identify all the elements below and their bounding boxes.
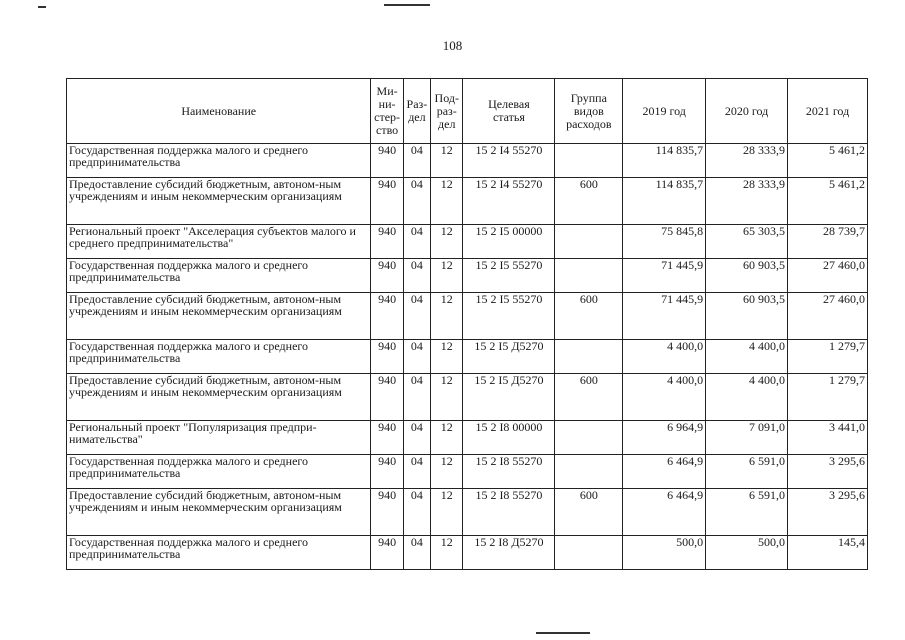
row-expense-group [555,259,623,293]
row-2021: 5 461,2 [788,144,868,178]
row-ministry: 940 [371,225,403,259]
row-2021: 1 279,7 [788,340,868,374]
row-name: Государственная поддержка малого и среднего предпринимательства [67,340,371,374]
row-2021: 5 461,2 [788,178,868,225]
row-2019: 6 464,9 [623,489,706,536]
scan-artifact [384,4,430,6]
table-row [67,374,868,421]
row-2020: 7 091,0 [706,421,788,455]
row-target: 15 2 I5 55270 [463,293,555,340]
row-2020: 4 400,0 [706,374,788,421]
row-section: 04 [403,340,430,374]
row-2019: 114 835,7 [623,178,706,225]
row-section: 04 [403,455,430,489]
scan-artifact [38,6,46,8]
page-number: 108 [442,38,463,53]
table-row [67,225,868,259]
row-name: Предоставление субсидий бюджетным, автоном-ным учреждениям и иным некоммерческим организациям [67,374,371,421]
row-subsection: 12 [431,225,463,259]
row-2021: 27 460,0 [788,293,868,340]
row-2020: 28 333,9 [706,178,788,225]
row-expense-group: 600 [555,489,623,536]
row-subsection: 12 [431,421,463,455]
row-2020: 4 400,0 [706,340,788,374]
col-header-ministry: Ми- ни- стер- ство [371,79,403,144]
row-2021: 3 441,0 [788,421,868,455]
row-2019: 4 400,0 [623,340,706,374]
row-2020: 28 333,9 [706,144,788,178]
table-row [67,144,868,178]
row-ministry: 940 [371,178,403,225]
row-2019: 4 400,0 [623,374,706,421]
row-2021: 1 279,7 [788,374,868,421]
table-row [67,536,868,570]
row-expense-group [555,144,623,178]
row-2020: 65 303,5 [706,225,788,259]
row-ministry: 940 [371,421,403,455]
row-target: 15 2 I8 55270 [463,489,555,536]
row-ministry: 940 [371,144,403,178]
row-section: 04 [403,489,430,536]
table-row [67,421,868,455]
row-subsection: 12 [431,536,463,570]
row-section: 04 [403,293,430,340]
table-row [67,259,868,293]
row-target: 15 2 I5 55270 [463,259,555,293]
table-header-row [67,79,868,144]
row-name: Государственная поддержка малого и среднего предпринимательства [67,259,371,293]
row-ministry: 940 [371,455,403,489]
row-section: 04 [403,144,430,178]
row-2020: 6 591,0 [706,489,788,536]
row-2021: 145,4 [788,536,868,570]
row-ministry: 940 [371,293,403,340]
row-target: 15 2 I5 00000 [463,225,555,259]
col-header-2019: 2019 год [623,79,706,144]
row-2020: 60 903,5 [706,259,788,293]
row-section: 04 [403,421,430,455]
row-expense-group [555,225,623,259]
row-2021: 27 460,0 [788,259,868,293]
row-name: Государственная поддержка малого и среднего предпринимательства [67,144,371,178]
row-2019: 6 964,9 [623,421,706,455]
row-name: Предоставление субсидий бюджетным, автоном-ным учреждениям и иным некоммерческим организациям [67,293,371,340]
budget-table [66,78,868,570]
row-ministry: 940 [371,374,403,421]
row-target: 15 2 I8 00000 [463,421,555,455]
row-subsection: 12 [431,455,463,489]
row-expense-group [555,455,623,489]
col-header-target: Целевая статья [463,79,555,144]
row-section: 04 [403,259,430,293]
row-2021: 28 739,7 [788,225,868,259]
row-2019: 6 464,9 [623,455,706,489]
row-name: Государственная поддержка малого и среднего предпринимательства [67,455,371,489]
row-2021: 3 295,6 [788,455,868,489]
row-name: Предоставление субсидий бюджетным, автоном-ным учреждениям и иным некоммерческим организациям [67,178,371,225]
row-subsection: 12 [431,293,463,340]
row-expense-group [555,340,623,374]
row-2021: 3 295,6 [788,489,868,536]
row-2019: 75 845,8 [623,225,706,259]
row-2019: 71 445,9 [623,293,706,340]
row-2019: 71 445,9 [623,259,706,293]
col-header-section: Раз- дел [403,79,430,144]
row-target: 15 2 I5 Д5270 [463,374,555,421]
row-target: 15 2 I4 55270 [463,144,555,178]
col-header-subsection: Под- раз- дел [431,79,463,144]
row-section: 04 [403,374,430,421]
row-2019: 500,0 [623,536,706,570]
table-row [67,178,868,225]
row-subsection: 12 [431,340,463,374]
row-2020: 500,0 [706,536,788,570]
row-target: 15 2 I4 55270 [463,178,555,225]
row-expense-group: 600 [555,374,623,421]
row-subsection: 12 [431,374,463,421]
table-row [67,293,868,340]
table-row [67,340,868,374]
row-subsection: 12 [431,489,463,536]
row-2019: 114 835,7 [623,144,706,178]
table-row [67,489,868,536]
table-row [67,455,868,489]
col-header-expense-group: Группа видов расходов [555,79,623,144]
row-ministry: 940 [371,489,403,536]
col-header-2021: 2021 год [788,79,868,144]
row-subsection: 12 [431,178,463,225]
row-target: 15 2 I8 55270 [463,455,555,489]
row-2020: 6 591,0 [706,455,788,489]
row-name: Государственная поддержка малого и среднего предпринимательства [67,536,371,570]
col-header-2020: 2020 год [706,79,788,144]
row-target: 15 2 I8 Д5270 [463,536,555,570]
row-ministry: 940 [371,340,403,374]
row-expense-group: 600 [555,178,623,225]
row-target: 15 2 I5 Д5270 [463,340,555,374]
scan-artifact [536,632,590,634]
col-header-name: Наименование [67,79,371,144]
row-expense-group: 600 [555,293,623,340]
row-ministry: 940 [371,259,403,293]
row-subsection: 12 [431,144,463,178]
row-section: 04 [403,178,430,225]
row-section: 04 [403,536,430,570]
row-subsection: 12 [431,259,463,293]
row-2020: 60 903,5 [706,293,788,340]
row-expense-group [555,421,623,455]
row-name: Региональный проект "Популяризация предпри-нимательства" [67,421,371,455]
row-section: 04 [403,225,430,259]
row-ministry: 940 [371,536,403,570]
row-expense-group [555,536,623,570]
row-name: Предоставление субсидий бюджетным, автоном-ным учреждениям и иным некоммерческим организациям [67,489,371,536]
row-name: Региональный проект "Акселерация субъектов малого и среднего предпринимательства" [67,225,371,259]
